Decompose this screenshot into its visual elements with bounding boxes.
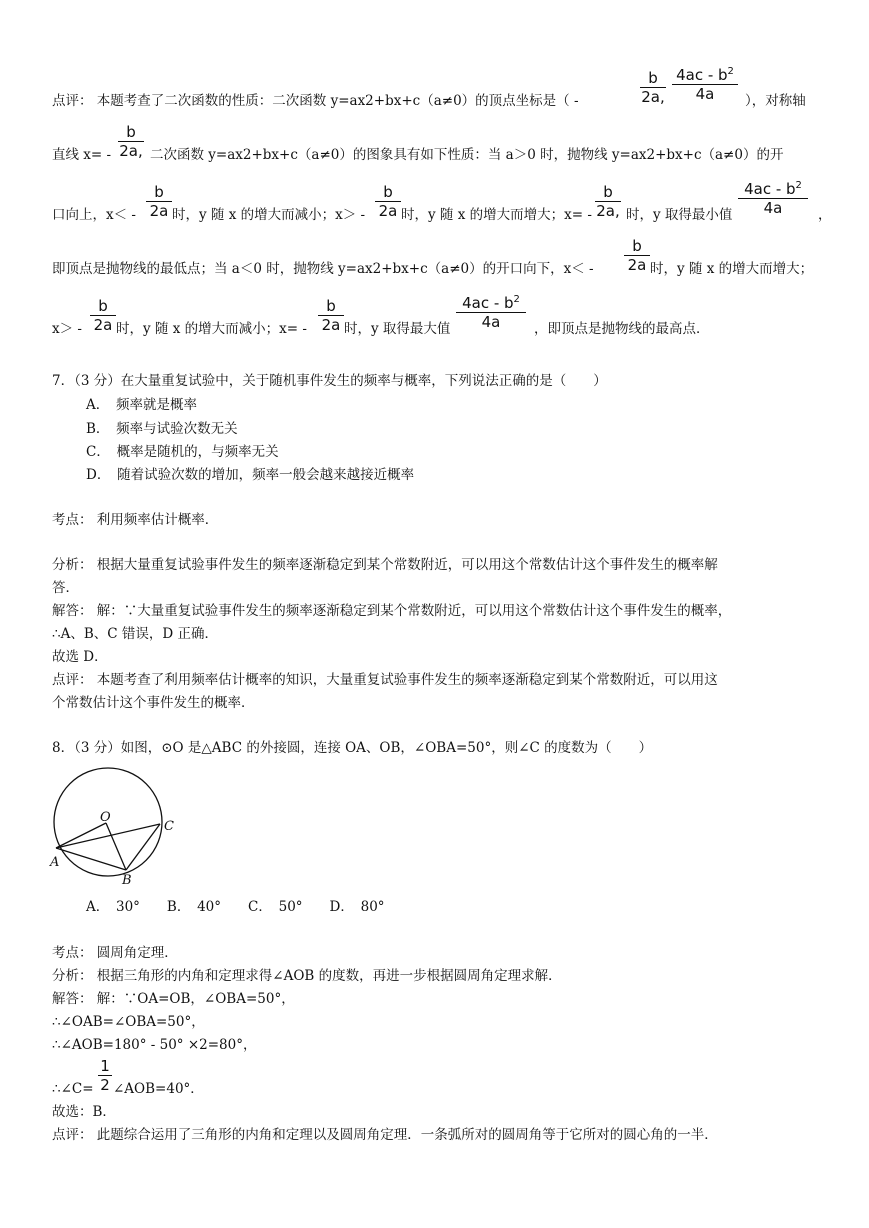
frac-numerator: b	[98, 297, 108, 315]
review-line-3d: 时，y 取得最小值	[626, 207, 733, 223]
frac-superscript: 2	[513, 294, 520, 305]
frac-denominator: 2	[100, 1076, 110, 1094]
frac-denominator: 2a	[93, 316, 113, 334]
q8-dianping: 点评： 此题综合运用了三角形的内角和定理以及圆周角定理．一条弧所对的圆周角等于它所对的圆心角的一半．	[52, 1127, 718, 1143]
label-o: O	[100, 810, 111, 825]
review-line-3a: 口向上，x＜ -	[52, 207, 136, 223]
q8-jieda-2: ∴∠OAB=∠OBA=50°，	[52, 1014, 205, 1030]
q8-options: A． 30° B． 40° C． 50° D． 80°	[86, 899, 385, 915]
q7-option-d: D． 随着试验次数的增加，频率一般会越来越接近概率	[86, 467, 415, 483]
frac-superscript: 2	[795, 180, 802, 191]
review-line-3c: 时，y 随 x 的增大而增大；x= -	[401, 207, 592, 223]
review-line-3e: ，	[818, 207, 832, 223]
fraction-b-2a	[118, 124, 144, 159]
q8-jieda-1: 解答： 解：∵OA=OB，∠OBA=50°，	[52, 991, 295, 1007]
q7-jieda-1: 解答： 解：∵大量重复试验事件发生的频率逐渐稳定到某个常数附近，可以用这个常数估计这个事件发生的概率，	[52, 603, 732, 619]
label-a: A	[50, 855, 60, 870]
frac-superscript: 2	[727, 66, 734, 77]
label-c: C	[164, 819, 174, 834]
segment-ob	[106, 823, 126, 870]
frac-denominator: 2a	[378, 202, 398, 220]
review-line-3b: 时，y 随 x 的增大而减小；x＞ -	[172, 207, 366, 223]
q8-jieda-5: 故选：B．	[52, 1104, 116, 1120]
fraction-vertex-y	[456, 292, 526, 330]
fraction-b-2a	[90, 298, 116, 333]
review-line-1-end: ），对称轴	[745, 93, 806, 109]
frac-numerator: 1	[100, 1057, 110, 1075]
q7-dianping-1: 点评： 本题考查了利用频率估计概率的知识，大量重复试验事件发生的频率逐渐稳定到某个常数附近，可以用这	[52, 672, 718, 688]
frac-numerator: b	[632, 237, 642, 255]
review-line-2b: 二次函数 y=ax2+bx+c（a≠0）的图象具有如下性质：当 a＞0 时，抛物线 y=ax2+bx+c（a≠0）的开	[150, 147, 784, 163]
frac-numerator: b	[326, 297, 336, 315]
frac-denominator: 2a,	[119, 142, 143, 160]
q7-kaodian: 考点： 利用频率估计概率．	[52, 512, 219, 528]
q7-option-b: B． 频率与试验次数无关	[86, 421, 238, 437]
review-line-4b: 时，y 随 x 的增大而增大；	[650, 261, 814, 277]
frac-denominator: 4a	[481, 313, 501, 331]
review-line-1: 点评： 本题考查了二次函数的性质：二次函数 y=ax2+bx+c（a≠0）的顶点坐标是（ -	[52, 93, 579, 109]
fraction-b-2a	[595, 184, 621, 219]
review-line-5b: 时，y 随 x 的增大而减小；x= -	[116, 321, 307, 337]
q8-jieda-4a: ∴∠C=	[52, 1081, 94, 1097]
fraction-b-2a	[624, 238, 650, 273]
review-line-5a: x＞ -	[52, 321, 82, 337]
q7-dianping-2: 个常数估计这个事件发生的概率．	[52, 695, 255, 711]
frac-numerator: b	[603, 183, 613, 201]
segment-ab	[56, 848, 126, 870]
frac-numerator: 4ac - b	[744, 180, 796, 198]
frac-numerator: b	[126, 123, 136, 141]
frac-numerator: b	[154, 183, 164, 201]
q8-jieda-4b: ∠AOB=40°．	[113, 1081, 204, 1097]
fraction-b-2a	[640, 70, 666, 105]
fraction-b-2a	[375, 184, 401, 219]
frac-numerator: b	[648, 69, 658, 87]
fraction-one-half	[98, 1058, 112, 1093]
circle-figure	[44, 760, 184, 890]
q7-option-a: A． 频率就是概率	[86, 397, 197, 413]
frac-numerator: b	[383, 183, 393, 201]
fraction-vertex-y	[738, 178, 808, 216]
label-b: B	[122, 873, 132, 888]
frac-denominator: 2a	[321, 316, 341, 334]
fraction-b-2a	[318, 298, 344, 333]
review-line-2a: 直线 x= -	[52, 147, 112, 163]
frac-denominator: 2a,	[596, 202, 620, 220]
fraction-vertex-y	[672, 64, 738, 102]
q7-fenxi-2: 答．	[52, 580, 79, 596]
q7-option-c: C． 概率是随机的，与频率无关	[86, 444, 279, 460]
frac-denominator: 2a,	[641, 88, 665, 106]
frac-numerator: 4ac - b	[676, 66, 728, 84]
q8-kaodian: 考点： 圆周角定理．	[52, 945, 178, 961]
frac-denominator: 4a	[763, 199, 783, 217]
frac-denominator: 4a	[695, 85, 715, 103]
frac-numerator: 4ac - b	[462, 294, 514, 312]
review-line-4a: 即顶点是抛物线的最低点；当 a＜0 时，抛物线 y=ax2+bx+c（a≠0）的开口向下，x＜ -	[52, 261, 594, 277]
q7-fenxi-1: 分析： 根据大量重复试验事件发生的频率逐渐稳定到某个常数附近，可以用这个常数估计这个事件发生的概率解	[52, 557, 718, 573]
q8-stem: 8．（3 分）如图，⊙O 是△ABC 的外接圆，连接 OA、OB，∠OBA=50°，则∠C 的度数为（ ）	[52, 740, 653, 756]
frac-denominator: 2a	[149, 202, 169, 220]
q7-jieda-2: ∴A、B、C 错误，D 正确．	[52, 626, 218, 642]
review-line-5c: 时，y 取得最大值	[344, 321, 451, 337]
q8-jieda-3: ∴∠AOB=180° - 50° ×2=80°，	[52, 1037, 257, 1053]
q7-stem: 7．（3 分）在大量重复试验中，关于随机事件发生的频率与概率，下列说法正确的是（ ）	[52, 373, 607, 389]
fraction-b-2a	[146, 184, 172, 219]
frac-denominator: 2a	[627, 256, 647, 274]
q8-fenxi: 分析： 根据三角形的内角和定理求得∠AOB 的度数，再进一步根据圆周角定理求解．	[52, 968, 562, 984]
segment-oa	[56, 823, 106, 848]
q7-jieda-3: 故选 D．	[52, 649, 108, 665]
review-line-5d: ，即顶点是抛物线的最高点．	[534, 321, 710, 337]
